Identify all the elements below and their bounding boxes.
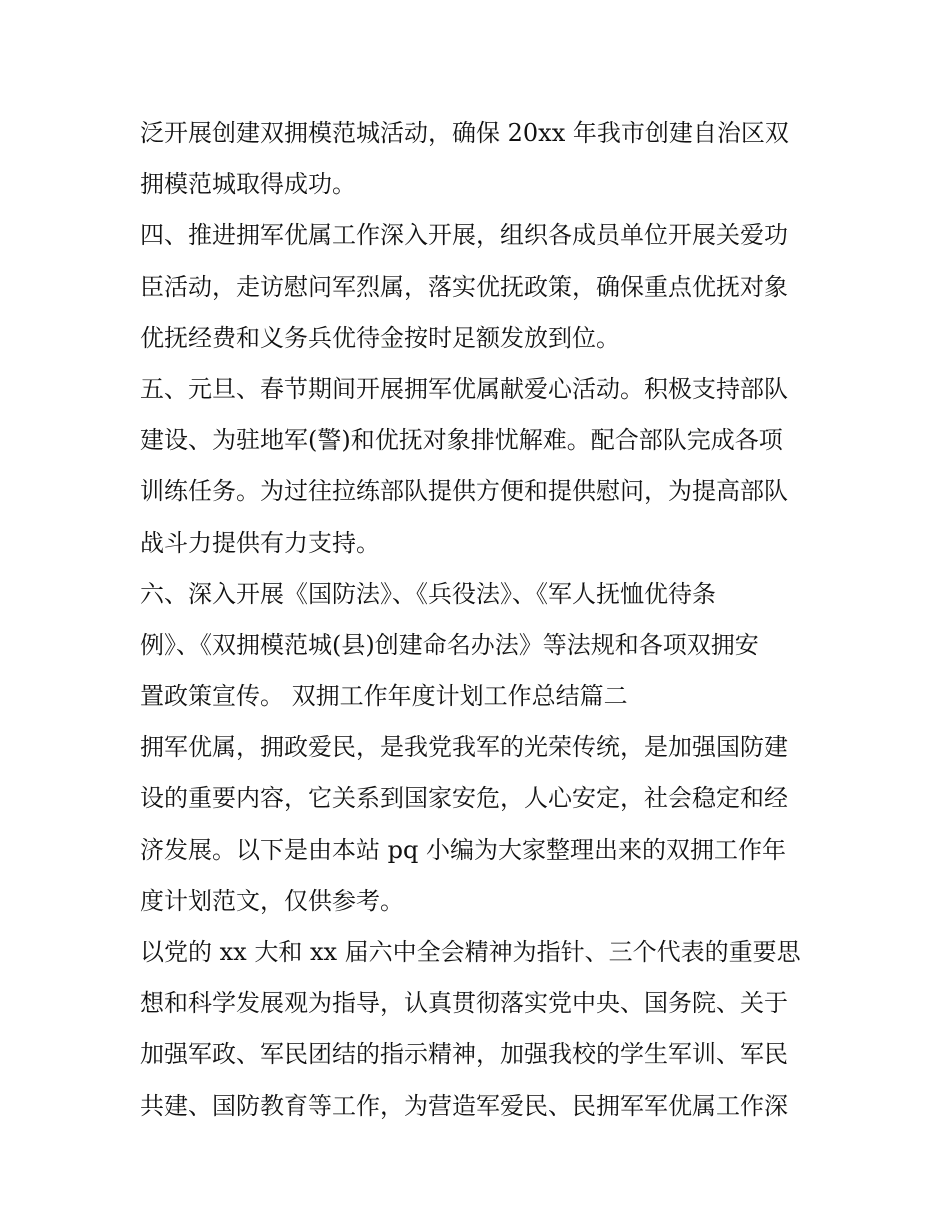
text-line: 例》、《双拥模范城(县)创建命名办法》等法规和各项双拥安 (140, 630, 759, 659)
text-line: 战斗力提供有力支持。 (140, 528, 380, 557)
text-line: 优抚经费和义务兵优待金按时足额发放到位。 (140, 323, 620, 352)
text-line: 建设、为驻地军(警)和优抚对象排忧解难。配合部队完成各项 (140, 426, 783, 455)
text-line: 济发展。以下是由本站 pq 小编为大家整理出来的双拥工作年 (140, 835, 786, 864)
text-line: 度计划范文，仅供参考。 (140, 886, 404, 915)
text-line: 想和科学发展观为指导，认真贯彻落实党中央、国务院、关于 (140, 989, 788, 1018)
text-line: 设的重要内容，它关系到国家安危，人心安定，社会稳定和经 (140, 784, 788, 813)
text-line: 以党的 xx 大和 xx 届六中全会精神为指针、三个代表的重要思 (140, 938, 801, 966)
text-line: 拥模范城取得成功。 (140, 170, 356, 199)
text-line: 泛开展创建双拥模范城活动，确保 20xx 年我市创建自治区双 (140, 119, 789, 147)
text-line: 加强军政、军民团结的指示精神，加强我校的学生军训、军民 (140, 1040, 788, 1069)
text-line: 拥军优属，拥政爱民，是我党我军的光荣传统，是加强国防建 (140, 733, 788, 762)
text-line: 臣活动，走访慰问军烈属，落实优抚政策，确保重点优抚对象 (140, 272, 788, 301)
document-body (140, 108, 830, 1132)
text-line: 训练任务。为过往拉练部队提供方便和提供慰问，为提高部队 (140, 477, 788, 506)
text-line: 六、深入开展《国防法》、《兵役法》、《军人抚恤优待条 (140, 579, 716, 608)
text-line: 四、推进拥军优属工作深入开展，组织各成员单位开展关爱功 (140, 221, 788, 250)
text-line: 共建、国防教育等工作，为营造军爱民、民拥军军优属工作深 (140, 1091, 788, 1120)
text-line: 五、元旦、春节期间开展拥军优属献爱心活动。积极支持部队 (140, 374, 788, 403)
text-line: 置政策宣传。 双拥工作年度计划工作总结篇二 (140, 682, 628, 711)
